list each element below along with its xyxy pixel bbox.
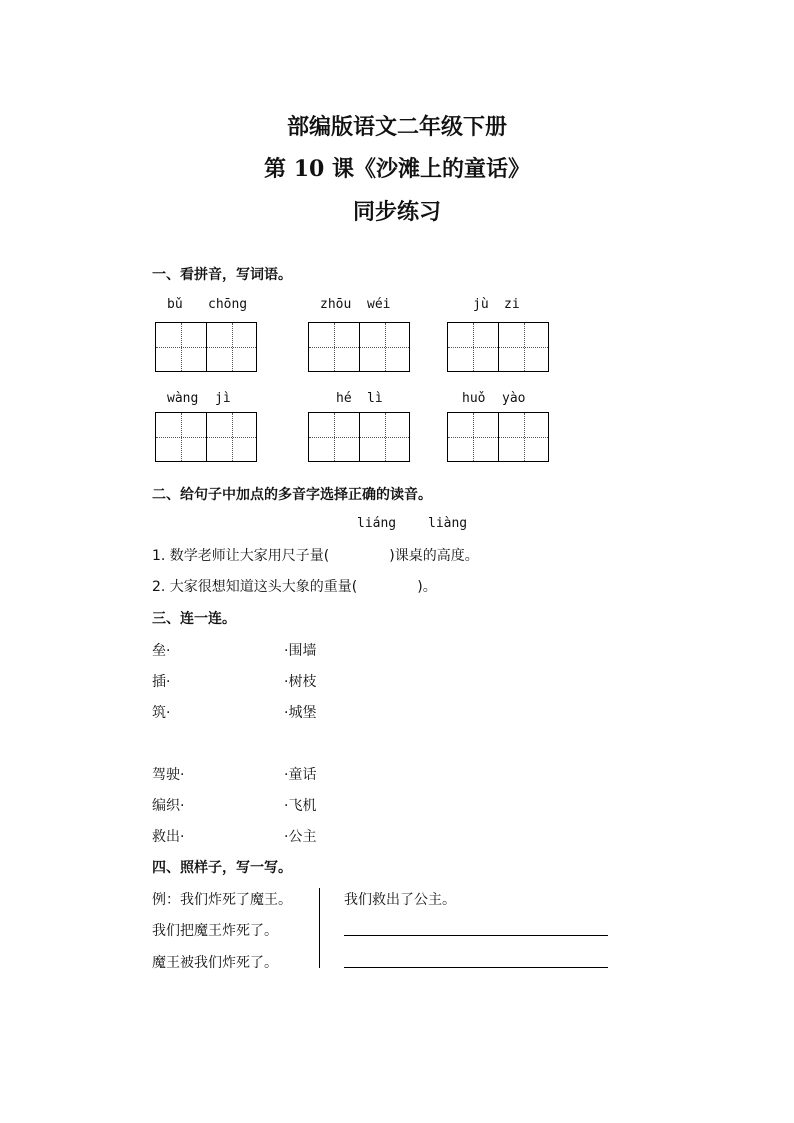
match-left-item[interactable]: 垒· xyxy=(152,643,171,659)
reading-option: liàng xyxy=(428,516,468,531)
answer-line[interactable] xyxy=(344,967,608,968)
writing-grid[interactable] xyxy=(155,412,257,462)
pinyin-label: lì xyxy=(367,391,383,406)
question-1-text: 1. 数学老师让大家用尺子量( xyxy=(152,548,330,564)
example-sentence: 魔王被我们炸死了。 xyxy=(152,955,278,971)
pinyin-label: hé xyxy=(336,391,352,406)
match-left-item[interactable]: 插· xyxy=(152,674,171,690)
match-right-item[interactable]: ·城堡 xyxy=(284,705,317,721)
writing-grid[interactable] xyxy=(155,322,257,372)
question-1 xyxy=(152,545,479,565)
pinyin-label: wéi xyxy=(367,297,391,312)
reading-option: liáng xyxy=(357,516,397,531)
pinyin-label: jì xyxy=(215,391,231,406)
pinyin-label: jù xyxy=(473,297,489,312)
section2-heading: 二、给句子中加点的多音字选择正确的读音。 xyxy=(152,487,432,503)
example-sentence: 例：我们炸死了魔王。 xyxy=(152,892,292,908)
match-left-item[interactable]: 救出· xyxy=(152,829,185,845)
answer-line[interactable] xyxy=(344,935,608,936)
writing-grid[interactable] xyxy=(308,412,410,462)
writing-grid[interactable] xyxy=(447,412,549,462)
question-2-text: 2. 大家很想知道这头大象的重量( xyxy=(152,579,358,595)
divider-line xyxy=(319,888,320,968)
pinyin-label: bǔ xyxy=(167,297,183,312)
match-right-item[interactable]: ·公主 xyxy=(284,829,317,845)
prompt-sentence: 我们救出了公主。 xyxy=(344,892,456,908)
example-sentence: 我们把魔王炸死了。 xyxy=(152,923,278,939)
pinyin-label: zi xyxy=(504,297,520,312)
pinyin-label: chōng xyxy=(208,297,248,312)
section4-heading: 四、照样子，写一写。 xyxy=(152,860,292,876)
writing-grid[interactable] xyxy=(308,322,410,372)
lesson-title: 第 10 课《沙滩上的童话》 xyxy=(264,156,530,182)
pinyin-label: huǒ xyxy=(462,391,486,406)
writing-grid[interactable] xyxy=(447,322,549,372)
match-left-item[interactable]: 筑· xyxy=(152,705,171,721)
question-1-tail: )课桌的高度。 xyxy=(389,548,479,564)
question-2-tail: )。 xyxy=(417,579,437,595)
exercise-title: 同步练习 xyxy=(352,199,441,225)
match-left-item[interactable]: 驾驶· xyxy=(152,767,185,783)
pinyin-label: yào xyxy=(502,391,526,406)
match-right-item[interactable]: ·飞机 xyxy=(284,798,317,814)
match-right-item[interactable]: ·树枝 xyxy=(284,674,317,690)
question-2 xyxy=(152,576,437,596)
section3-heading: 三、连一连。 xyxy=(152,611,236,627)
match-right-item[interactable]: ·围墙 xyxy=(284,643,317,659)
match-right-item[interactable]: ·童话 xyxy=(284,767,317,783)
page-title: 部编版语文二年级下册 xyxy=(286,114,507,140)
pinyin-label: zhōu xyxy=(320,297,352,312)
section1-heading: 一、看拼音，写词语。 xyxy=(152,267,292,283)
match-left-item[interactable]: 编织· xyxy=(152,798,185,814)
pinyin-label: wàng xyxy=(167,391,199,406)
